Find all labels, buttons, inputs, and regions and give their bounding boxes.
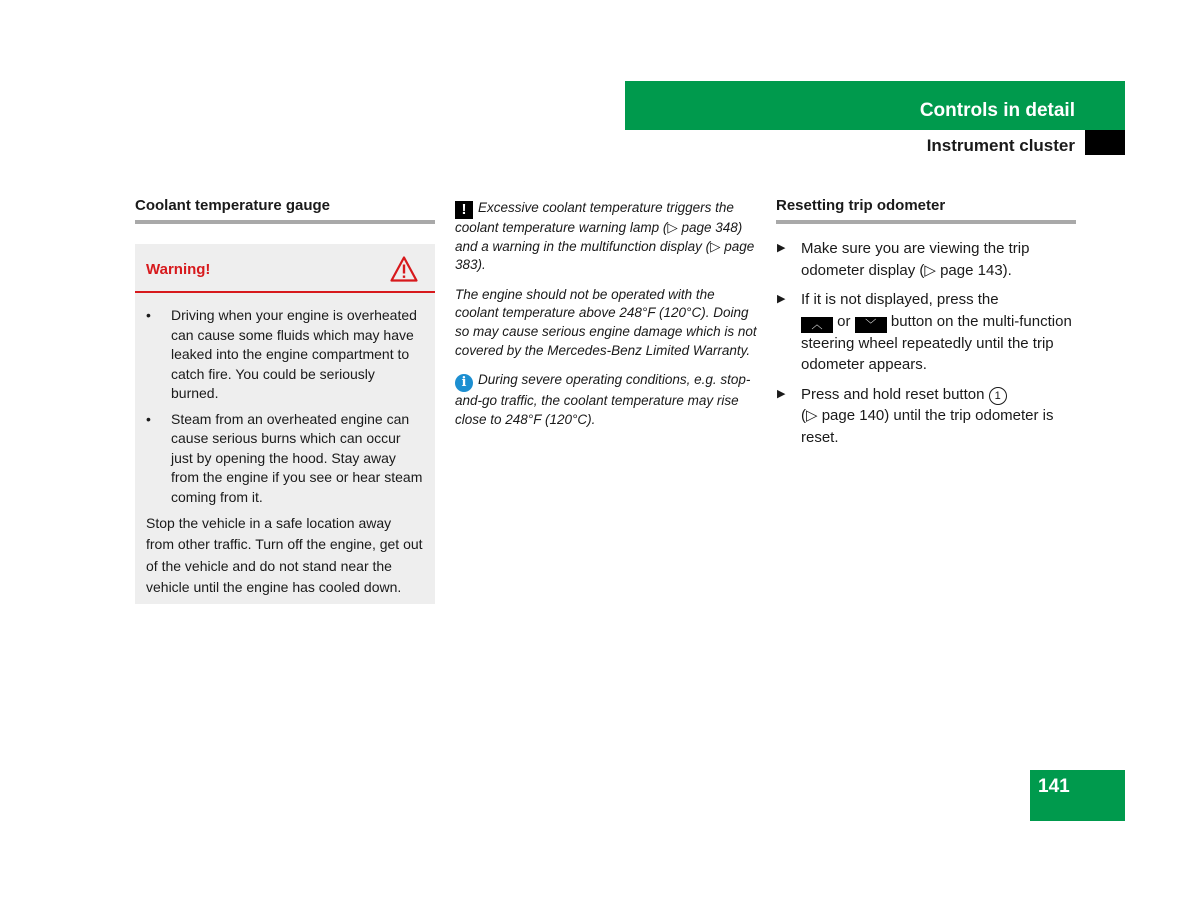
- step-item: ▶ Press and hold reset button 1 (▷ page 140) until the trip odometer is reset.: [777, 385, 1054, 446]
- step-item: ▶ If it is not displayed, press the ︿ or ﹀ button on the multi-function steering wheel repeatedly until the trip odometer appears.: [777, 291, 1072, 373]
- page-number: 141: [1038, 776, 1070, 797]
- step-item: ▶ Make sure you are viewing the trip odometer display (▷ page 143).: [777, 240, 1030, 279]
- warning-header: [135, 244, 435, 293]
- chapter-title: Controls in detail: [919, 100, 1075, 121]
- info-note: i During severe operating conditions, e.g. stop-and-go traffic, the coolant temperature may rise close to 248°F (120°C).: [455, 372, 751, 427]
- bullet-dot: •: [146, 410, 151, 427]
- warning-list: [135, 293, 435, 507]
- step-arrow-icon: ▶: [777, 242, 786, 254]
- warning-paragraph: Stop the vehicle in a safe location away from other traffic. Turn off the engine, get out of the vehicle and do not stand near the vehicle until the engine has cooled down.: [146, 515, 423, 595]
- page-number-box: [1030, 770, 1125, 821]
- section-tab-marker: [1085, 130, 1125, 155]
- reset-button-marker: 1: [989, 387, 1007, 405]
- column-notes: [455, 199, 757, 440]
- step-arrow-icon: ▶: [777, 293, 786, 305]
- warning-triangle-icon: [390, 256, 418, 282]
- arrow-up-button-icon: ︿: [801, 317, 833, 333]
- caution-note: ! Excessive coolant temperature triggers the coolant temperature warning lamp (▷ page 348) and a warning in the multifunction display (▷ page 383).: [455, 200, 755, 273]
- step-arrow-icon: ▶: [777, 387, 786, 400]
- trip-odometer-heading: Resetting trip odometer: [776, 197, 1076, 224]
- bullet-dot: •: [146, 307, 151, 323]
- engine-note: The engine should not be operated with the coolant temperature above 248°F (120°C). Doing so may cause serious engine damage which is not covered by the Mercedes-Benz Limited Warranty.: [455, 286, 757, 358]
- exclamation-icon: !: [455, 201, 473, 219]
- column-coolant-gauge: [135, 197, 435, 604]
- coolant-gauge-heading: Coolant temperature gauge: [135, 197, 435, 224]
- warning-bullet: • Driving when your engine is overheated can cause some fluids which may have leaked into the engine compartment to catch fire. You could be seriously burned.: [146, 307, 417, 401]
- section-title: Instrument cluster: [926, 136, 1075, 155]
- info-icon: i: [455, 374, 473, 392]
- steps-list: [776, 238, 1076, 448]
- column-trip-odometer: [776, 197, 1076, 456]
- warning-title: Warning!: [146, 261, 211, 278]
- warning-box: [135, 244, 435, 604]
- arrow-down-button-icon: ﹀: [855, 317, 887, 333]
- warning-bullet: • Steam from an overheated engine can cause serious burns which can occur just by opening the hood. Stay away from the engine if you see or hear steam coming from it.: [146, 410, 423, 505]
